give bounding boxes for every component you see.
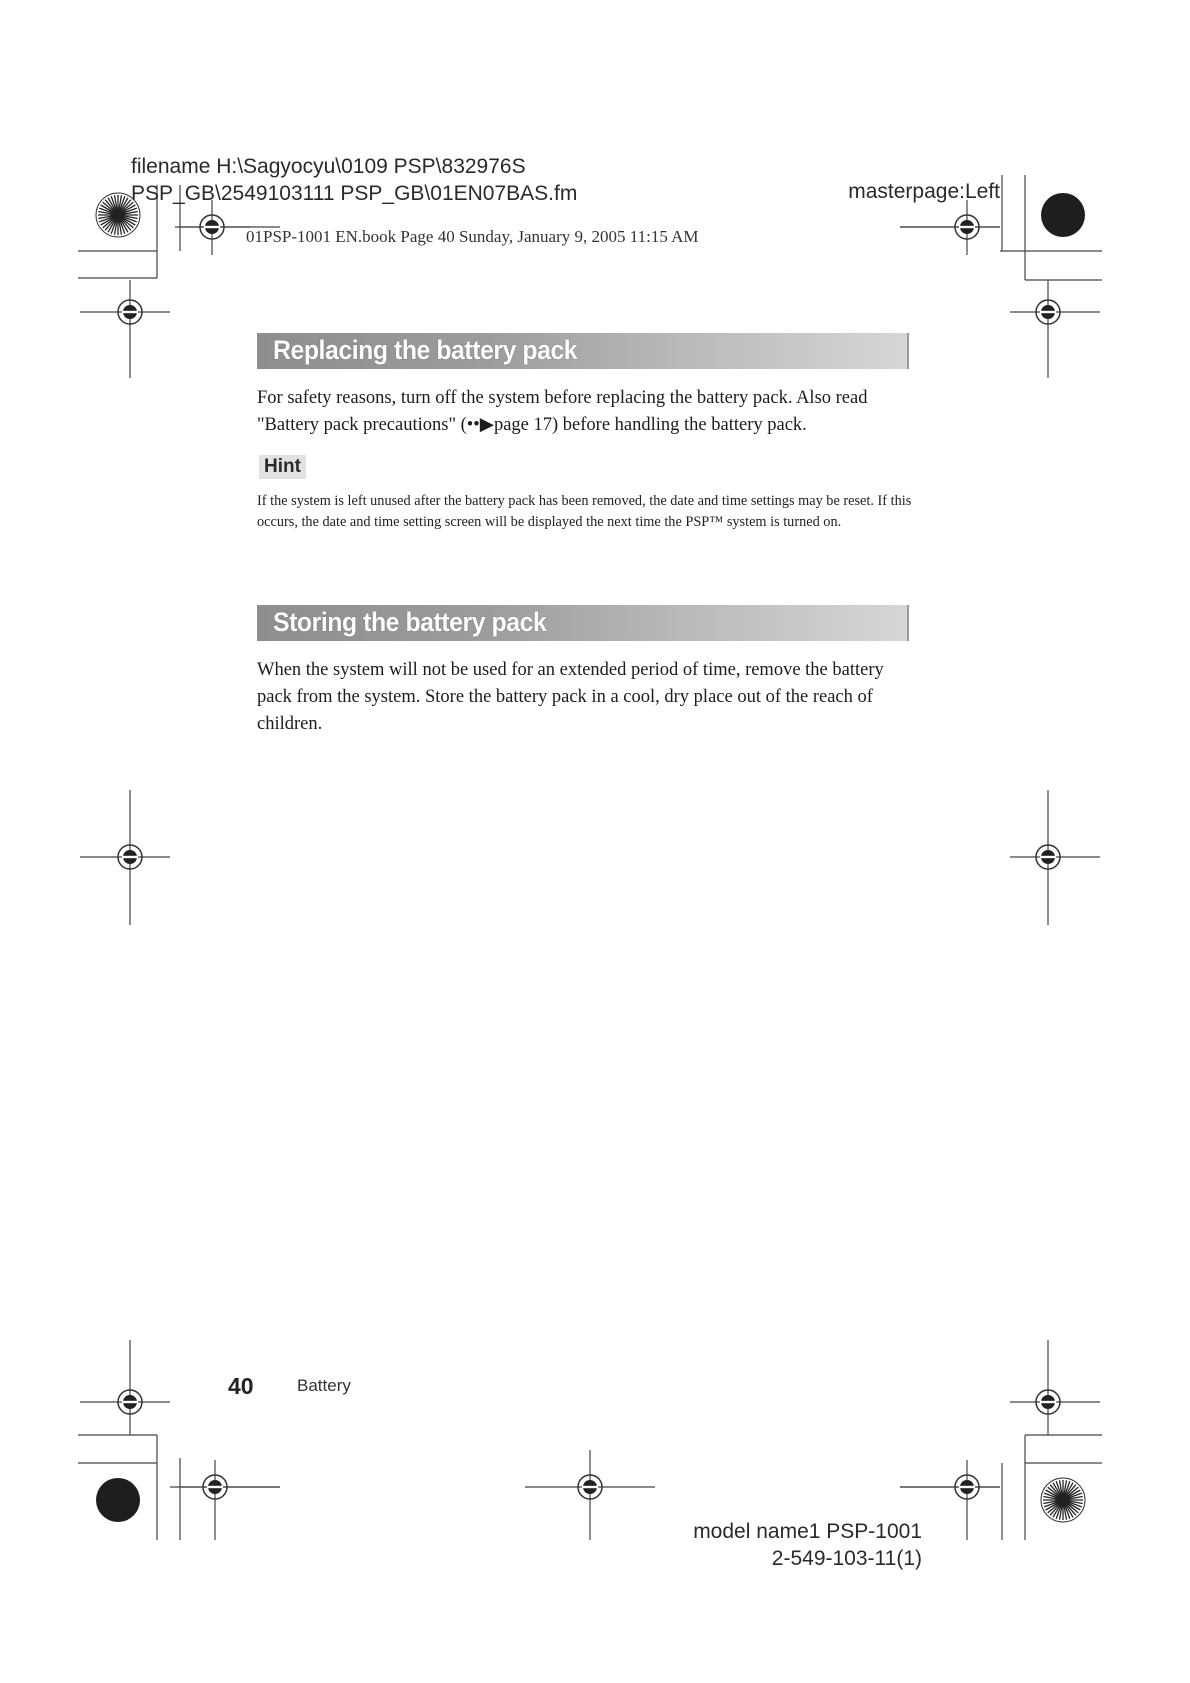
solid-dot-mark-icon xyxy=(1041,193,1085,237)
model-line-2: 2-549-103-11(1) xyxy=(771,1547,922,1570)
section-name: Battery xyxy=(297,1376,351,1395)
section-heading-bar xyxy=(257,333,909,369)
page-number: 40 xyxy=(228,1373,254,1399)
section-paragraph: For safety reasons, turn off the system before replacing the battery pack. Also read "Battery pack precautions" (••▶page 17) before handling the battery pack. xyxy=(257,388,868,435)
model-line-1: model name1 PSP-1001 xyxy=(693,1520,922,1543)
section-heading: Replacing the battery pack xyxy=(273,335,578,365)
filename-line-1: filename H:\Sagyocyu\0109 PSP\832976S xyxy=(131,155,526,178)
solid-dot-mark-icon xyxy=(96,1478,140,1522)
section-paragraph: When the system will not be used for an extended period of time, remove the battery pack from the system. Store the battery pack in a cool, dry place out of the reach of children. xyxy=(257,660,884,734)
hint-text: If the system is left unused after the battery pack has been removed, the date and time settings may be reset. If this occurs, the date and time setting screen will be displayed the next time the PSP™ system is turned on. xyxy=(257,493,912,530)
section-heading-bar xyxy=(257,605,909,641)
masterpage-label: masterpage:Left xyxy=(848,180,1000,203)
hint-label: Hint xyxy=(259,455,306,479)
filename-line-2: PSP_GB\2549103111 PSP_GB\01EN07BAS.fm xyxy=(131,182,578,205)
book-info-line: 01PSP-1001 EN.book Page 40 Sunday, January 9, 2005 11:15 AM xyxy=(246,227,699,246)
section-heading: Storing the battery pack xyxy=(273,607,547,637)
